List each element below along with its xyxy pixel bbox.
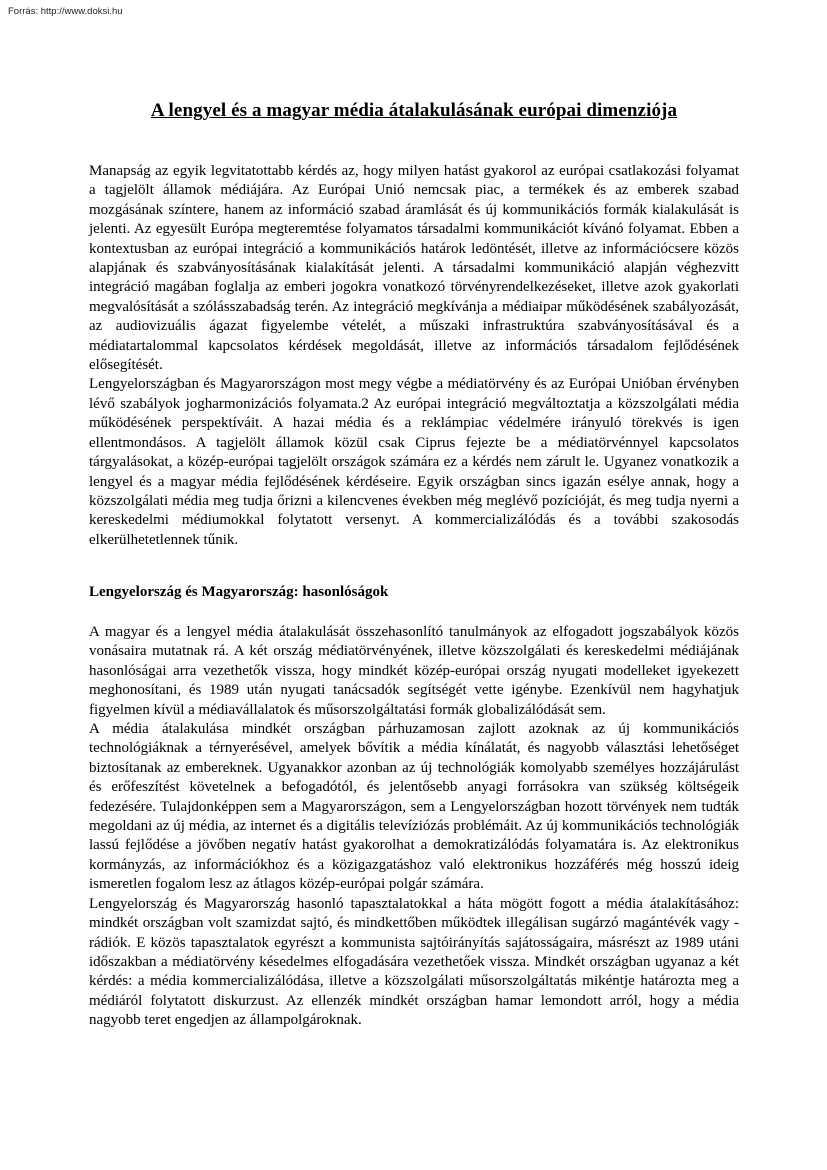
paragraph: Manapság az egyik legvitatottabb kérdés az, hogy milyen hatást gyakorol az európai csatlakozási folyamat a tagjelölt államok médiájára. Az Európai Unió nemcsak piac, a termékek és az emberek szabad mozgásának színtere, hanem az információ szabad áramlását és új kommunikációs formák kialakulását is jelenti. Az egyesült Európa megteremtése folyamatos társadalmi kommunikációt kívánó folyamat. Ebben a kontextusban az európai integráció a kommunikációs határok ledöntését, illetve az információcsere közös alapjának és szabványosításának kialakítását jelenti. A társadalmi kommunikáció alapján véghezvitt integráció magában foglalja az emberi jogokra vonatkozó törvényrendelkezéseket, illetve azok gyakorlati megvalósítását a szólásszabadság terén. Az integráció megkívánja a médiaipar működésének szabályozását, az audiovizuális ágazat figyelembe vételét, a műszaki infrastruktúra szabványosításával és a médiatartalommal kapcsolatos kérdések megoldását, illetve az információs társadalom fejlődésének elősegítését. xyxy=(89,163,739,374)
section-heading: Lengyelország és Magyarország: hasonlóságok xyxy=(89,584,389,600)
source-label: Forrás: http://www.doksi.hu xyxy=(8,6,123,17)
intro-block xyxy=(89,162,739,550)
section-block xyxy=(89,623,739,1031)
paragraph: A média átalakulása mindkét országban párhuzamosan zajlott azoknak az új kommunikációs technológiáknak a térnyerésével, amelyek bővítik a média kínálatát, és nagyobb választási lehetőséget biztosítanak az embereknek. Ugyanakkor azonban az új technológiák komolyabb személyes hozzájárulást és erőfeszítést követelnek a befogadótól, és jelentősebb anyagi forrásokra van szükség költségeik fedezésére. Tulajdonképpen sem a Magyarországon, sem a Lengyelországban hozott törvények nem tudták megoldani az új média, az internet és a digitális televíziózás problémáit. Az új kommunikációs technológiák lassú fejlődése a jövőben negatív hatást gyakorolhat a demokratizálódás folyamatára is. Az elektronikus kormányzás, az információkhoz és a közigazgatáshoz való elektronikus hozzáférés még hosszú ideig ismeretlen fogalom lesz az átlagos közép-európai polgár számára. xyxy=(89,721,739,893)
document-title: A lengyel és a magyar média átalakulásának európai dimenziója xyxy=(150,100,678,121)
paragraph: Lengyelországban és Magyarországon most megy végbe a médiatörvény és az Európai Unióban érvényben lévő szabályok jogharmonizációs folyamata.2 Az európai integráció megváltoztatja a közszolgálati média működésének perspektíváit. A hazai média és a reklámpiac védelmére irányuló törekvés is igen ellentmondásos. A tagjelölt államok közül csak Ciprus fejezte be a médiatörvénnyel kapcsolatos tárgyalásokat, a közép-európai tagjelölt országok számára ez a kérdés nem zárult le. Ugyanez vonatkozik a lengyel és a magyar média fejlődésének kérdéseire. Egyik országban sincs igazán esélye annak, hogy a közszolgálati média meg tudja őrizni a kilencvenes években még meglévő pozícióját, és meg tudja nyerni a kereskedelmi médiumokkal folytatott versenyt. A kommercializálódás és a további szakosodás elkerülhetetlennek tűnik. xyxy=(89,376,739,548)
paragraph: A magyar és a lengyel média átalakulását összehasonlító tanulmányok az elfogadott jogszabályok közös vonásaira mutatnak rá. A két ország médiatörvényének, illetve közszolgálati és kereskedelmi médiájának hasonlóságai arra vezethetők vissza, hogy mindkét közép-európai ország nyugati modelleket igyekezett meghonosítani, és 1989 után nyugati tanácsadók segítségét vette igénybe. Ezenkívül nem hagyhatjuk figyelmen kívül a médiavállalatok és műsorszolgáltatási formák globalizálódását sem. xyxy=(89,624,739,718)
paragraph: Lengyelország és Magyarország hasonló tapasztalatokkal a háta mögött fogott a média átalakításához: mindkét országban volt szamizdat sajtó, és mindkettőben működtek illegálisan sugárzó magántévék vagy -rádiók. E közös tapasztalatok egyrészt a kommunista sajtóirányítás sajátosságaira, másrészt az 1989 utáni időszakban a médiatörvény késedelmes elfogadására vezethetőek vissza. Mindkét országban ugyanaz a két kérdés: a média kommercializálódása, illetve a közszolgálati műsorszolgáltatás mikéntje határozta meg a médiáról folytatott diskurzust. Az ellenzék mindkét országban hamar lemondott arról, hogy a média nagyobb teret engedjen az állampolgároknak. xyxy=(89,895,739,1029)
